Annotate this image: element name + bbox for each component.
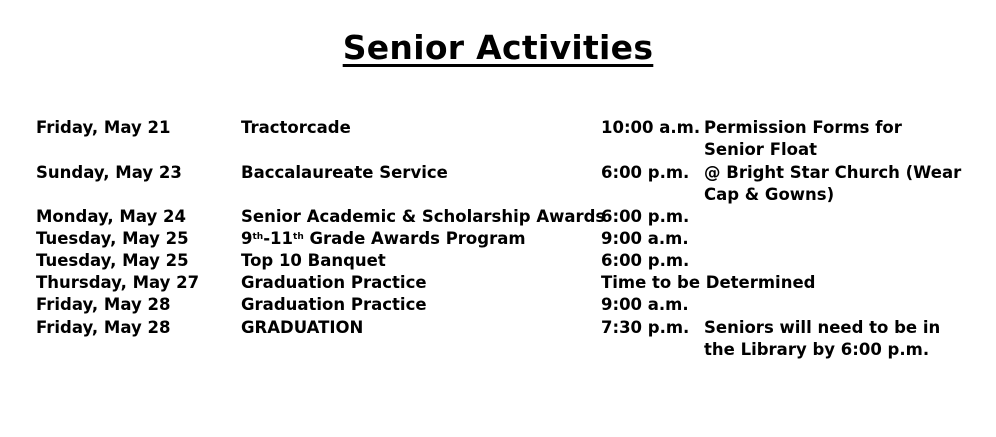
activity-cell: Baccalaureate Service	[241, 163, 448, 182]
time-cell: 9:00 a.m.	[601, 229, 689, 248]
activity-cell: Senior Academic & Scholarship Awards	[241, 207, 606, 226]
date-cell: Sunday, May 23	[36, 163, 182, 182]
note-cell: Seniors will need to be in the Library by 6:00 p.m.	[704, 318, 941, 359]
activity-text: Grade Awards Program	[303, 229, 526, 248]
ordinal-superscript: th	[252, 232, 264, 242]
activity-cell: Graduation Practice	[241, 295, 427, 314]
activity-cell	[241, 228, 526, 250]
time-cell: 9:00 a.m.	[601, 295, 689, 314]
time-cell: 6:00 p.m.	[601, 207, 690, 226]
time-cell: Time to be Determined	[601, 273, 816, 292]
date-cell: Friday, May 28	[36, 318, 171, 337]
activity-text: -11	[263, 229, 294, 248]
activity-cell: Tractorcade	[241, 118, 351, 137]
date-cell: Friday, May 28	[36, 295, 171, 314]
date-cell: Tuesday, May 25	[36, 251, 189, 270]
activity-cell: GRADUATION	[241, 318, 364, 337]
ordinal-superscript: th	[293, 232, 304, 242]
activity-text: 9	[241, 229, 253, 248]
date-cell: Tuesday, May 25	[36, 229, 189, 248]
note-cell: @ Bright Star Church (Wear Cap & Gowns)	[704, 163, 962, 204]
time-cell: 7:30 p.m.	[601, 318, 690, 337]
activity-cell: Graduation Practice	[241, 273, 427, 292]
time-cell: 6:00 p.m.	[601, 163, 690, 182]
date-cell: Monday, May 24	[36, 207, 186, 226]
time-cell: 6:00 p.m.	[601, 251, 690, 270]
date-cell: Friday, May 21	[36, 118, 171, 137]
activity-cell: Top 10 Banquet	[241, 251, 386, 270]
page-title: Senior Activities	[342, 28, 654, 67]
date-cell: Thursday, May 27	[36, 273, 200, 292]
note-cell: Permission Forms for Senior Float	[704, 118, 902, 159]
time-cell: 10:00 a.m.	[601, 118, 701, 137]
